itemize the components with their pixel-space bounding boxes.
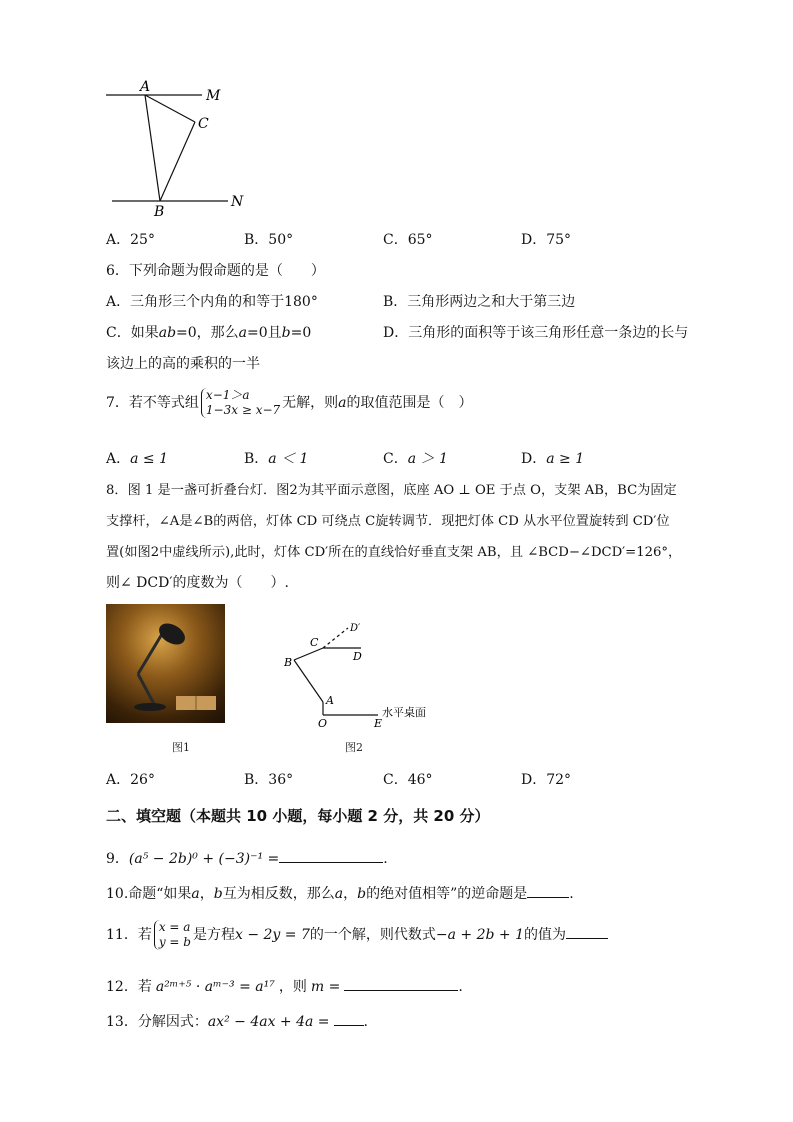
q12-answer-blank[interactable]: [344, 976, 458, 991]
inequality-system: [201, 388, 280, 418]
q6-stem: 6．下列命题为假命题的是（ ）: [106, 263, 325, 279]
q13-stem: [106, 1011, 368, 1031]
math-expr: ax² − 4ax + 4a =: [207, 1014, 330, 1030]
q6-option-c[interactable]: [106, 322, 311, 342]
option-key: D．: [521, 232, 547, 248]
q12-stem: [106, 976, 463, 996]
option-text: 36°: [268, 772, 294, 788]
q5-option-a[interactable]: [106, 229, 155, 249]
fig2-caption: 图2: [345, 741, 363, 754]
option-text: a ＜ 1: [268, 451, 309, 467]
stem-text: 13．分解因式：: [106, 1014, 208, 1030]
q8-option-d[interactable]: [521, 769, 571, 789]
q7-stem: [106, 388, 473, 418]
fig2-label-o: O: [318, 717, 328, 730]
option-key: D．: [521, 451, 547, 467]
label-c: C: [198, 116, 209, 132]
segment-ab: [145, 95, 160, 201]
support-bc: [294, 648, 323, 660]
option-text: a ≤ 1: [130, 451, 169, 467]
q7-option-c[interactable]: [383, 448, 448, 468]
stem-text: 7．若不等式组: [106, 395, 199, 411]
option-key: B．: [244, 451, 269, 467]
q13-answer-blank[interactable]: [334, 1011, 364, 1026]
q11-answer-blank[interactable]: [566, 924, 608, 939]
option-text: 25°: [130, 232, 155, 248]
option-key: C．: [383, 772, 408, 788]
q8-option-b[interactable]: [244, 769, 293, 789]
stem-text: ，: [343, 886, 358, 902]
math-var: a: [238, 325, 248, 341]
option-text: 72°: [546, 772, 572, 788]
fig2-label-a: A: [326, 694, 334, 707]
q6-option-b[interactable]: B．三角形两边之和大于第三边: [383, 294, 576, 310]
math-var: ab: [158, 325, 177, 341]
math-var: b: [213, 886, 223, 902]
q6-option-a[interactable]: A．三角形三个内角的和等于180°: [106, 294, 318, 310]
stem-text: ，则: [278, 979, 307, 995]
q8-stem-line-3: 置(如图2中虚线所示),此时，灯体 CD′所在的直线恰好垂直支架 AB，且 ∠BCD−∠DCD′=126°，: [106, 545, 682, 560]
q5-option-b[interactable]: [244, 229, 293, 249]
option-text: a ≥ 1: [546, 451, 585, 467]
option-text: 46°: [407, 772, 433, 788]
math-text: =0: [247, 325, 268, 341]
option-text: ，那么: [196, 325, 239, 341]
q8-option-c[interactable]: [383, 769, 433, 789]
option-key: A．: [106, 772, 131, 788]
stem-text: 是方程: [192, 927, 235, 943]
q9-answer-blank[interactable]: [279, 848, 383, 863]
q6-option-d-continued: 该边上的高的乘积的一半: [106, 356, 260, 372]
q8-stem-line-4: 则∠ DCD′的度数为（ ）.: [106, 575, 289, 591]
q7-option-d[interactable]: [521, 448, 584, 468]
math-var: a: [191, 886, 200, 902]
system-line-2: 1−3x ≥ x−7: [205, 403, 281, 417]
q11-stem: [106, 920, 608, 950]
q8-option-a[interactable]: [106, 769, 155, 789]
label-a: A: [140, 79, 151, 95]
stem-text: 9．: [106, 851, 129, 867]
q6-option-d[interactable]: D．三角形的面积等于该三角形任意一条边的长与: [383, 325, 689, 341]
math-var: m =: [310, 979, 341, 995]
segment-ac: [145, 95, 195, 122]
stem-text: .: [458, 979, 463, 995]
math-expr: (a⁵ − 2b)⁰ + (−3)⁻¹ =: [128, 851, 280, 867]
option-text: 且: [267, 325, 282, 341]
system-line-1: x = a: [158, 920, 191, 934]
equation-system: [154, 920, 191, 950]
system-line-2: y = b: [158, 935, 191, 949]
lamp-illustration: [106, 604, 225, 723]
math-expr: x − 2y = 7: [234, 927, 310, 943]
fig2-label-e: E: [374, 717, 383, 730]
stem-text: 12．若: [106, 979, 152, 995]
label-m: M: [206, 88, 221, 104]
stem-text: .: [363, 1014, 368, 1030]
q10-answer-blank[interactable]: [527, 883, 569, 898]
stem-text: .: [383, 851, 388, 867]
stem-text: 的值为: [524, 927, 566, 943]
option-text: 50°: [268, 232, 294, 248]
option-key: C．: [383, 451, 408, 467]
math-var: a: [338, 395, 347, 411]
option-text: C．如果: [106, 325, 159, 341]
q8-stem-line-2: 支撑杆，∠A是∠B的两倍，灯体 CD 可绕点 C旋转调节．现把灯体 CD 从水平位置旋转到 CD′位: [106, 514, 670, 529]
label-n: N: [231, 194, 244, 210]
q7-option-b[interactable]: [244, 448, 308, 468]
fig2-desk-label: 水平桌面: [382, 706, 426, 719]
q9-stem: [106, 848, 388, 868]
math-text: =0: [290, 325, 312, 341]
option-text: 65°: [407, 232, 433, 248]
option-text: 75°: [546, 232, 572, 248]
math-var: a: [334, 886, 344, 902]
label-b: B: [154, 204, 165, 218]
system-line-1: x−1＞a: [205, 388, 250, 402]
fig2-label-c: C: [310, 636, 319, 649]
q5-figure: [100, 78, 260, 218]
q7-option-a[interactable]: [106, 448, 168, 468]
lamp-diagram: [278, 614, 448, 732]
stem-text: 的绝对值相等”的逆命题是: [366, 886, 528, 902]
support-ab: [294, 660, 323, 702]
q5-option-c[interactable]: [383, 229, 433, 249]
segment-cb: [160, 122, 195, 201]
desk-lamp-photo: [106, 604, 225, 723]
stem-text: 11．若: [106, 927, 152, 943]
option-key: D．: [521, 772, 547, 788]
stem-text: 的一个解，则代数式: [309, 927, 436, 943]
option-key: B．: [244, 772, 269, 788]
section-title: 二、填空题（本题共 10 小题，每小题 2 分，共 20 分）: [106, 807, 490, 825]
fig2-label-d-prime: D′: [350, 623, 361, 634]
stem-text: 无解，则: [282, 395, 339, 411]
stem-text: 互为相反数，那么: [222, 886, 335, 902]
option-key: B．: [244, 232, 269, 248]
stem-text: 10.命题“如果: [106, 886, 192, 902]
fig1-caption: 图1: [172, 741, 190, 754]
fig2-label-d: D: [353, 650, 362, 663]
option-text: 26°: [130, 772, 155, 788]
q5-option-d[interactable]: [521, 229, 571, 249]
stem-text: ，: [199, 886, 214, 902]
option-key: C．: [383, 232, 408, 248]
math-var: b: [281, 325, 291, 341]
math-var: b: [357, 886, 367, 902]
lamp-cd-prime: [323, 628, 348, 648]
stem-text: .: [569, 886, 574, 902]
option-key: A．: [106, 232, 131, 248]
q10-stem: [106, 883, 574, 903]
option-key: A．: [106, 451, 131, 467]
stem-text: 的取值范围是（ ）: [346, 395, 473, 411]
math-expr: a²ᵐ⁺⁵ · aᵐ⁻³ = a¹⁷: [155, 979, 275, 995]
math-text: =0: [176, 325, 197, 341]
fig2-label-b: B: [284, 656, 293, 669]
option-text: a ＞ 1: [407, 451, 448, 467]
q8-stem-line-1: 8．图 1 是一盏可折叠台灯．图2为其平面示意图，底座 AO ⊥ OE 于点 O，支架 AB，BC为固定: [106, 483, 677, 498]
math-expr: −a + 2b + 1: [435, 927, 524, 943]
